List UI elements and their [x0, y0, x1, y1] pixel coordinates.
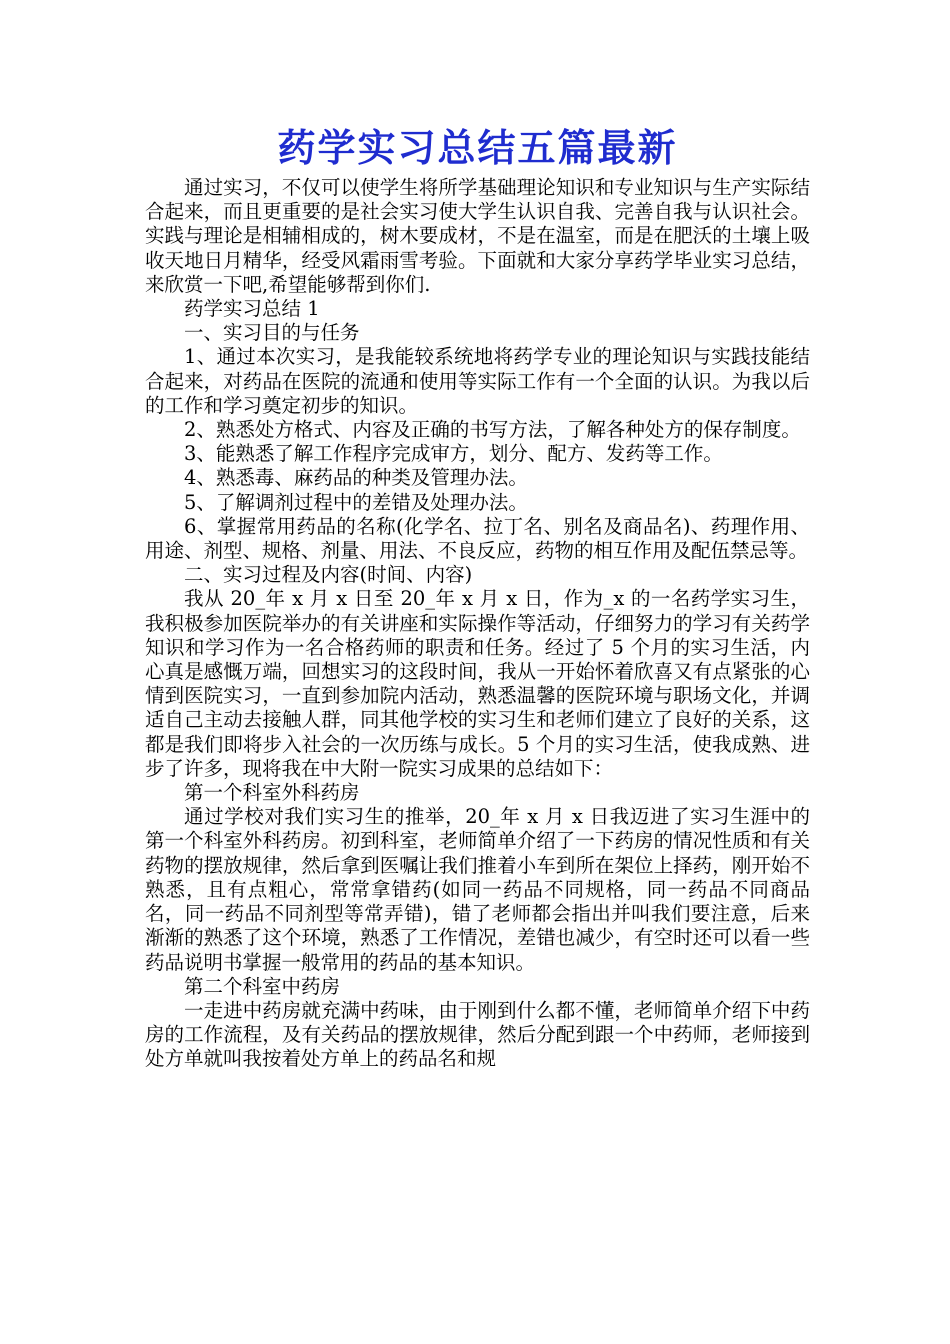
intro-paragraph: 通过实习，不仅可以使学生将所学基础理论知识和专业知识与生产实际结合起来，而且更重要的是社会实习使大学生认识自我、完善自我与认识社会。实践与理论是相辅相成的，树木要成材，不是在温室，而是在肥沃的土壤上吸收天地日月精华，经受风霜雨雪考验。下面就和大家分享药学毕业实习总结，来欣赏一下吧,希望能够帮到你们.: [145, 176, 810, 296]
document-title: 药学实习总结五篇最新: [277, 126, 678, 170]
section-heading-summary-1: 药学实习总结 1: [184, 297, 320, 321]
purpose-item-1: 1、通过本次实习，是我能较系统地将药学专业的理论知识与实践技能结合起来，对药品在医院的流通和使用等实际工作有一个全面的认识。为我以后的工作和学习奠定初步的知识。: [145, 345, 810, 417]
section-heading-process: 二、实习过程及内容(时间、内容): [184, 563, 473, 587]
purpose-item-4: 4、熟悉毒、麻药品的种类及管理办法。: [184, 466, 528, 490]
purpose-item-5: 5、了解调剂过程中的差错及处理办法。: [184, 490, 528, 514]
section-heading-purpose: 一、实习目的与任务: [184, 321, 360, 345]
purpose-item-2: 2、熟悉处方格式、内容及正确的书写方法，了解各种处方的保存制度。: [184, 418, 801, 442]
section-heading-chinese-pharmacy: 第二个科室中药房: [184, 974, 341, 998]
chinese-pharmacy-paragraph: 一走进中药房就充满中药味，由于刚到什么都不懂，老师简单介绍下中药房的工作流程，及有关药品的摆放规律，然后分配到跟一个中药师，老师接到处方单就叫我按着处方单上的药品名和规: [145, 998, 810, 1071]
process-paragraph: 我从 20_年 x 月 x 日至 20_年 x 月 x 日，作为_x 的一名药学实习生，我积极参加医院举办的有关讲座和实际操作等活动，仔细努力的学习有关药学知识和学习作为一名合格药师的职责和任务。经过了 5 个月的实习生活，内心真是感慨万端，回想实习的这段时间，我从一开始怀着欣喜又有点紧张的心情到医院实习，一直到参加院内活动，熟悉温馨的医院环境与职场文化，并调适自己主动去接触人群，同其他学校的实习生和老师们建立了良好的关系，这都是我们即将步入社会的一次历练与成长。5 个月的实习生活，使我成熟、进步了许多，现将我在中大附一院实习成果的总结如下：: [145, 587, 810, 780]
purpose-item-3: 3、能熟悉了解工作程序完成审方，划分、配方、发药等工作。: [184, 442, 723, 466]
purpose-item-6: 6、掌握常用药品的名称(化学名、拉丁名、别名及商品名)、药理作用、用途、剂型、规格、剂量、用法、不良反应，药物的相互作用及配伍禁忌等。: [145, 514, 810, 563]
section-heading-surgery-pharmacy: 第一个科室外科药房: [184, 781, 360, 805]
surgery-pharmacy-paragraph: 通过学校对我们实习生的推举，20_年 x 月 x 日我迈进了实习生涯中的第一个科室外科药房。初到科室，老师简单介绍了一下药房的情况性质和有关药物的摆放规律，然后拿到医嘱让我们推着小车到所在架位上择药，刚开始不熟悉，且有点粗心，常常拿错药(如同一药品不同规格，同一药品不同商品名，同一药品不同剂型等常弄错)，错了老师都会指出并叫我们要注意，后来渐渐的熟悉了这个环境，熟悉了工作情况，差错也减少，有空时还可以看一些药品说明书掌握一般常用的药品的基本知识。: [145, 805, 810, 974]
